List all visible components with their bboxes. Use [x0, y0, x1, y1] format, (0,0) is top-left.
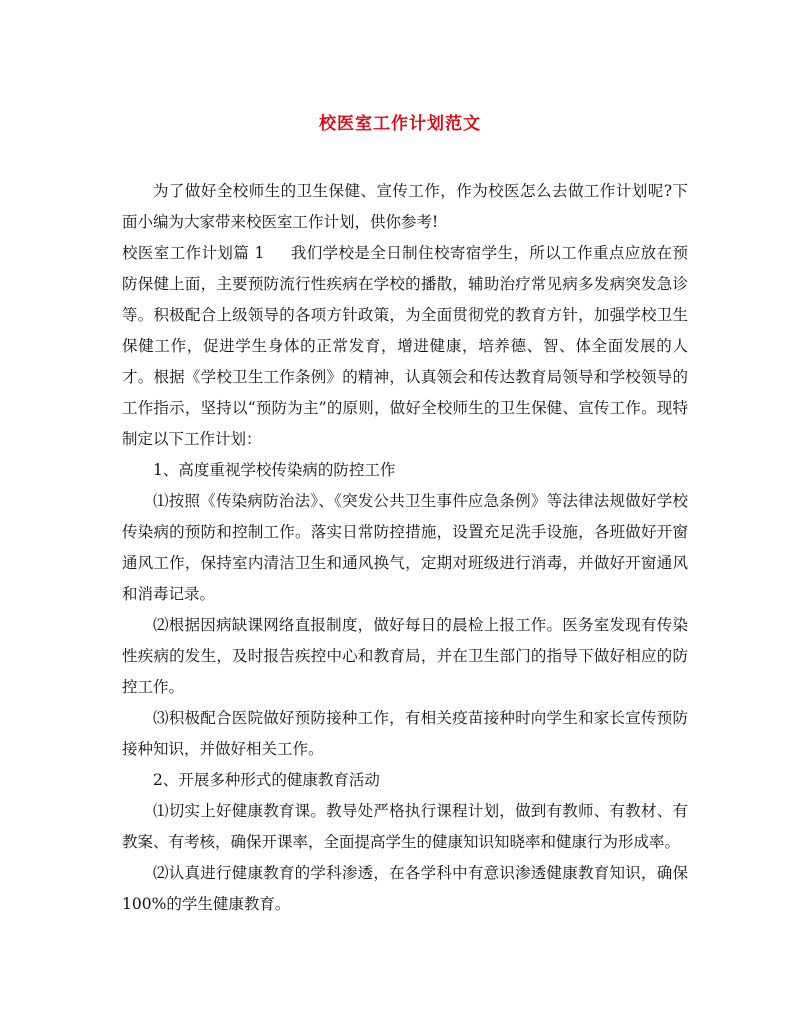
item-1-paragraph-1: ⑴按照《传染病防治法》、《突发公共卫生事件应急条例》等法律法规做好学校传染病的预防和控制工作。落实日常防控措施，设置充足洗手设施，各班做好开窗通风工作，保持室内清洁卫生和通风换气，定期对班级进行消毒，并做好开窗通风和消毒记录。	[122, 492, 688, 603]
item-2-paragraph-2: ⑵认真进行健康教育的学科渗透，在各学科中有意识渗透健康教育知识，确保 100%的学生健康教育。	[122, 864, 688, 913]
section-intro-text: 我们学校是全日制住校寄宿学生，所以工作重点应放在预防保健上面，主要预防流行性疾病在学校的播散，辅助治疗常见病多发病突发急诊等。积极配合上级领导的各项方针政策，为全面贯彻党的教育方针，加强学校卫生保健工作，促进学生身体的正常发育，增进健康，培养德、智、体全面发展的人才。根据《学校卫生工作条例》的精神，认真领会和传达教育局领导和学校领导的工作指示，坚持以“预防为主”的原则，做好全校师生的卫生保健、宣传工作。现特制定以下工作计划：	[122, 244, 688, 448]
section-paragraph	[122, 238, 688, 455]
item-1-heading: 1、高度重视学校传染病的防控工作	[153, 461, 396, 479]
document-title: 校医室工作计划范文	[319, 114, 481, 134]
item-1-paragraph-2: ⑵根据因病缺课网络直报制度，做好每日的晨检上报工作。医务室发现有传染性疾病的发生，及时报告疾控中心和教育局，并在卫生部门的指导下做好相应的防控工作。	[122, 616, 688, 696]
section-heading: 校医室工作计划篇 1	[122, 244, 265, 262]
document-body	[122, 176, 688, 920]
item-2-heading: 2、开展多种形式的健康教育活动	[153, 771, 380, 789]
intro-paragraph: 为了做好全校师生的卫生保健、宣传工作，作为校医怎么去做工作计划呢?下面小编为大家带来校医室工作计划，供你参考!	[122, 182, 688, 231]
item-2-paragraph-1: ⑴切实上好健康教育课。教导处严格执行课程计划，做到有教师、有教材、有教案、有考核，确保开课率，全面提高学生的健康知识知晓率和健康行为形成率。	[122, 802, 688, 851]
item-1-paragraph-3: ⑶积极配合医院做好预防接种工作，有相关疫苗接种时向学生和家长宣传预防接种知识，并做好相关工作。	[122, 709, 688, 758]
